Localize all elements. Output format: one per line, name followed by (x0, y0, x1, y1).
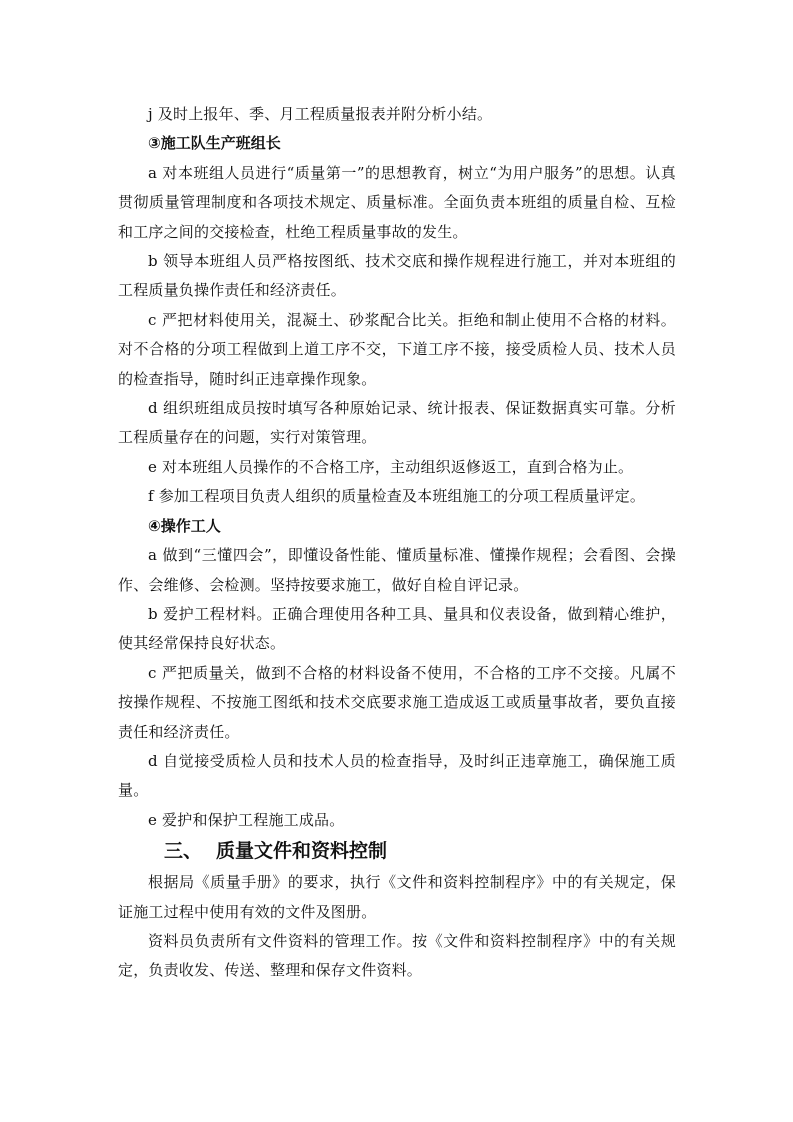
document-body (118, 100, 676, 986)
paragraph-leader-d: d 组织班组成员按时填写各种原始记录、统计报表、保证数据真实可靠。分析工程质量存在的问题，实行对策管理。 (118, 399, 676, 447)
paragraph-leader-f: f 参加工程项目负责人组织的质量检查及本班组施工的分项工程质量评定。 (148, 487, 646, 506)
paragraph-operator-c: c 严把质量关，做到不合格的材料设备不使用，不合格的工序不交接。凡属不按操作规程、不按施工图纸和技术交底要求施工造成返工或质量事故者，要负直接责任和经济责任。 (118, 663, 676, 741)
paragraph-leader-c: c 严把材料使用关，混凝土、砂浆配合比关。拒绝和制止使用不合格的材料。对不合格的分项工程做到上道工序不交，下道工序不接，接受质检人员、技术人员的检查指导，随时纠正违章操作现象。 (118, 310, 676, 388)
paragraph-leader-e: e 对本班组人员操作的不合格工序，主动组织返修返工，直到合格为止。 (148, 457, 634, 476)
subheading-team-leader: ③施工队生产班组长 (148, 134, 281, 153)
section-title: 质量文件和资料控制 (216, 840, 388, 863)
paragraph-operator-b: b 爱护工程材料。正确合理使用各种工具、量具和仪表设备，做到精心维护，使其经常保持良好状态。 (118, 604, 676, 653)
subheading-operators: ④操作工人 (148, 516, 221, 535)
paragraph-quality-manual: 根据局《质量手册》的要求，执行《文件和资料控制程序》中的有关规定，保证施工过程中使用有效的文件及图册。 (118, 873, 676, 921)
paragraph-leader-b: b 领导本班组人员严格按图纸、技术交底和操作规程进行施工，并对本班组的工程质量负操作责任和经济责任。 (118, 252, 676, 300)
paragraph-j-report: j 及时上报年、季、月工程质量报表并附分析小结。 (148, 105, 493, 123)
section-heading-document-control (118, 835, 676, 868)
paragraph-operator-d: d 自觉接受质检人员和技术人员的检查指导，及时纠正违章施工，确保施工质量。 (118, 751, 676, 800)
paragraph-operator-e: e 爱护和保护工程施工成品。 (148, 810, 345, 829)
paragraph-data-clerk: 资料员负责所有文件资料的管理工作。按《文件和资料控制程序》中的有关规定，负责收发、传送、整理和保存文件资料。 (118, 931, 676, 980)
paragraph-operator-a: a 做到“三懂四会”，即懂设备性能、懂质量标准、懂操作规程；会看图、会操作、会维修、会检测。坚持按要求施工，做好自检自评记录。 (118, 546, 676, 594)
section-number: 三、 (164, 840, 203, 863)
paragraph-leader-a: a 对本班组人员进行“质量第一”的思想教育，树立“为用户服务”的思想。认真贯彻质量管理制度和各项技术规定、质量标准。全面负责本班组的质量自检、互检和工序之间的交接检查，杜绝工程质量事故的发生。 (118, 163, 676, 241)
